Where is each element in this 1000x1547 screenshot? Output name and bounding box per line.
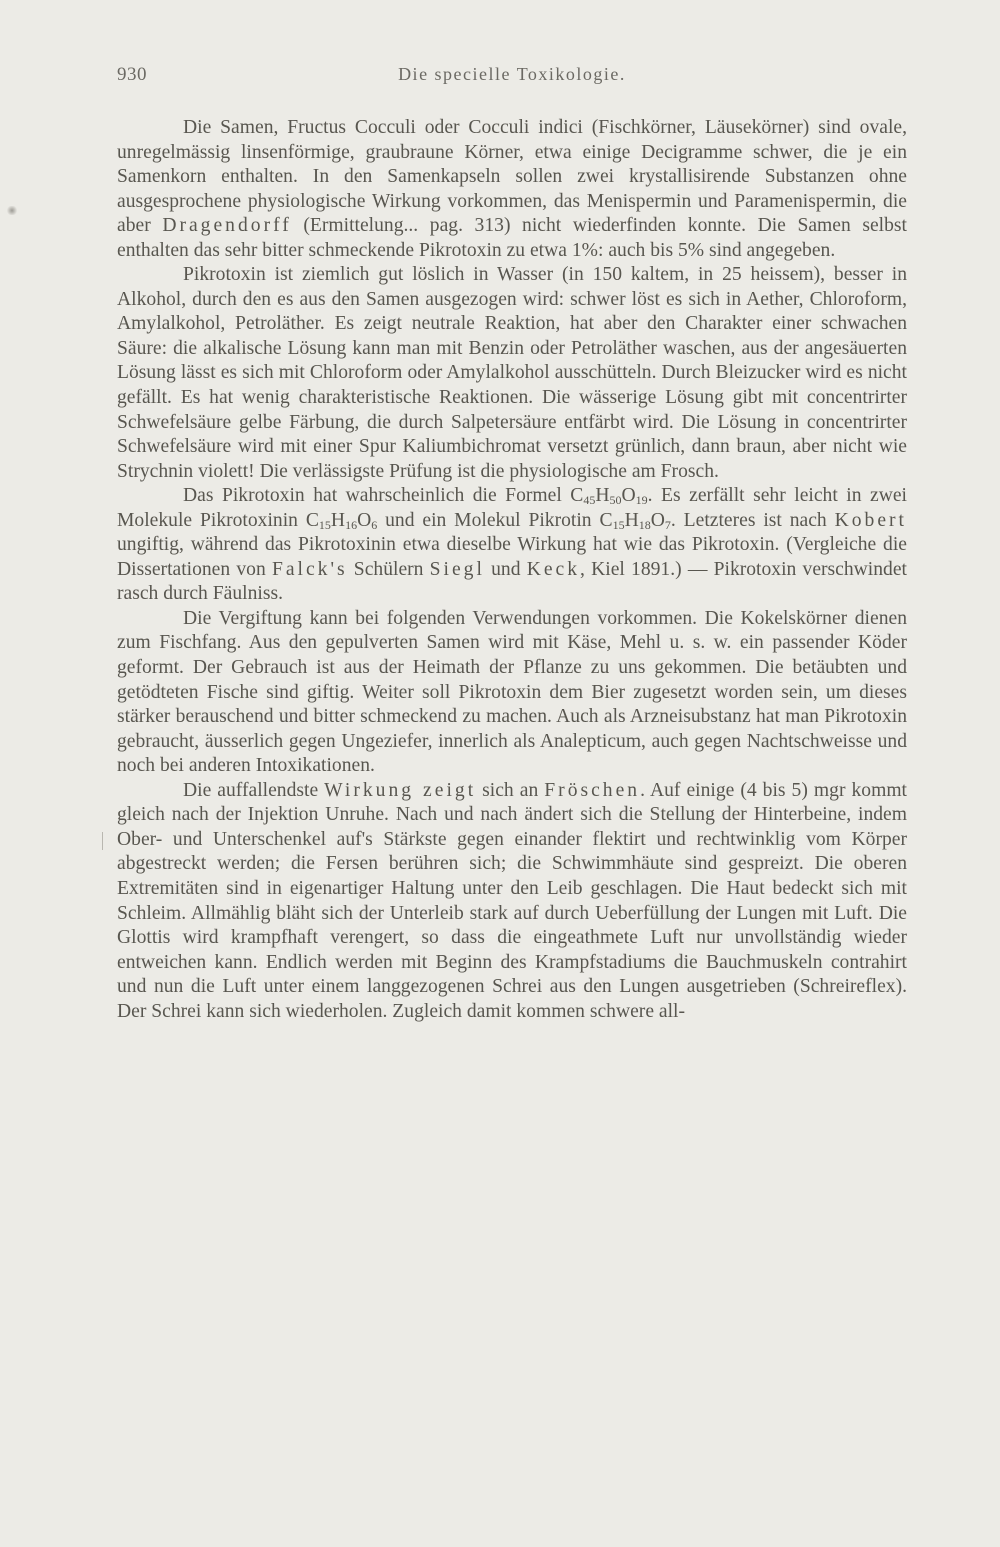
paragraph-formula: Das Pikrotoxin hat wahrscheinlich die Formel $C_{45}H_{50}O_{19}$. Es zerfällt sehr leicht in zwei Molekule Pikrotoxinin $C_{15}H_{16}O_6$ und ein Molekul Pikrotin $C_{15}H_{18}O_7$. Letzteres ist nach Kobert ungiftig, während das Pikrotoxinin etwa dieselbe Wirkung hat wie das Pikrotoxin. (Vergleiche die Dissertationen von Falck's Schülern Siegl und Keck, Kiel 1891.) — Pikrotoxin verschwindet rasch durch Fäulniss. [117, 485, 908, 605]
paragraph-frog-effects: Die auffallendste Wirkung zeigt sich an Fröschen. Auf einige (4 bis 5) mgr kommt gleich nach der Injektion Unruhe. Nach und nach ändert sich die Stellung der Hinterbeine, indem Ober- und Unterschenkel auf's Stärkste gegen einander flektirt und rechtwinklig vom Körper abgestreckt werden; die Fersen berühren sich; die Schwimmhäute sind gespreizt. Die oberen Extremitäten sind in eigenartiger Haltung unter den Leib geschlagen. Die Haut bedeckt sich mit Schleim. Allmählig bläht sich der Unterleib stark auf durch Ueberfüllung der Lungen mit Luft. Die Glottis wird krampfhaft verengert, so dass die eingeathmete Luft nur unvollständig wieder entweichen kann. Endlich werden mit Beginn des Krampfstadiums die Bauchmuskeln contrahirt und nun die Luft unter einem langgezogenen Schrei aus den Lungen ausgetrieben (Schreireflex). Der Schrei kann sich wiederholen. Zugleich damit kommen schwere all- [117, 779, 908, 1022]
paragraph-uses: Die Vergiftung kann bei folgenden Verwendungen vorkommen. Die Kokelskörner dienen zum Fischfang. Aus den gepulverten Samen wird mit Käse, Mehl u. s. w. ein passender Köder geformt. Der Gebrauch ist aus der Heimath der Pflanze zu uns gekommen. Die betäubten und getödteten Fische sind giftig. Weiter soll Pikrotoxin dem Bier zugesetzt worden sein, um dieses stärker berauschend und bitter schmeckend zu machen. Auch als Arzneisubstanz hat man Pikrotoxin gebraucht, äusserlich gegen Ungeziefer, innerlich als Analepticum, auch gegen Nachtschweisse und noch bei anderen Intoxikationen. [117, 607, 907, 777]
page-header [117, 64, 907, 94]
page-number: 930 [117, 64, 147, 85]
margin-mark [102, 832, 103, 850]
paragraph-solubility: Pikrotoxin ist ziemlich gut löslich in Wasser (in 150 kaltem, in 25 heissem), besser in Alkohol, durch den es aus den Samen ausgezogen wird: schwer löst es sich in Aether, Chloroform, Amylalkohol, Petroläther. Es zeigt neutrale Reaktion, hat aber den Charakter einer schwachen Säure: die alkalische Lösung kann man mit Benzin oder Petroläther waschen, aus der angesäuerten Lösung lässt es sich mit Chloroform oder Amylalkohol ausschütteln. Durch Bleizucker wird es nicht gefällt. Es hat wenig charakteristische Reaktionen. Die wässerige Lösung gibt mit concentrirter Schwefelsäure gelbe Färbung, die durch Salpetersäure entfärbt wird. Die Lösung in concentrirter Schwefelsäure wird mit einer Spur Kaliumbichromat versetzt grünlich, dann braun, aber nicht wie Strychnin violett! Die verlässigste Prüfung ist die physiologische am Frosch. [117, 264, 907, 482]
ink-smudge [6, 206, 18, 215]
body-text [117, 116, 907, 1024]
paragraph-seeds: Die Samen, Fructus Cocculi oder Cocculi indici (Fischkörner, Läusekörner) sind ovale, unregelmässig linsenförmige, graubraune Körner, etwa einige Decigramme schwer, die je ein Samenkorn enthalten. In den Samenkapseln sollen zwei krystallisirende Substanzen ohne ausgesprochene physiologische Wirkung vorkommen, das Menispermin und Paramenispermin, die aber Dragendorff (Ermittelung... pag. 313) nicht wiederfinden konnte. Die Samen selbst enthalten das sehr bitter schmeckende Pikrotoxin zu etwa 1%: auch bis 5% sind angegeben. [117, 117, 907, 261]
running-title: Die specielle Toxikologie. [398, 64, 626, 84]
